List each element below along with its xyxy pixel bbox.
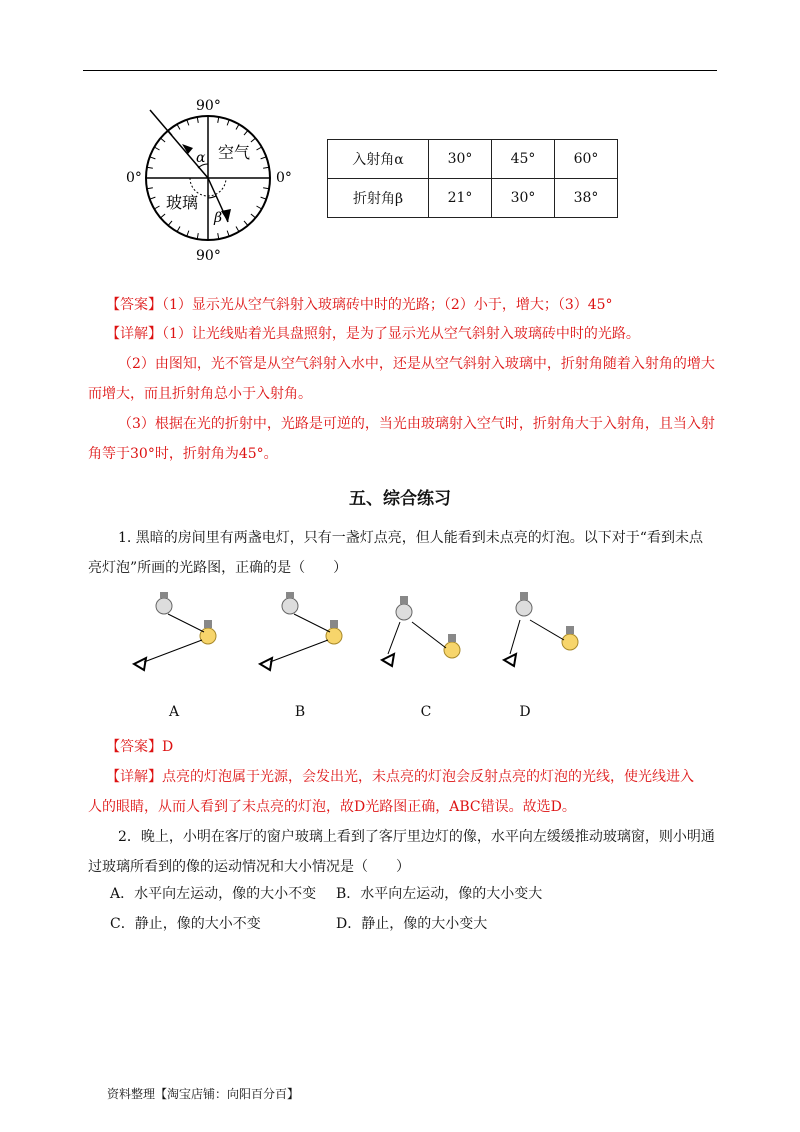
q2-option-a: A．水平向左运动，像的大小不变	[110, 886, 317, 902]
q1-answer	[106, 733, 716, 762]
answer-value: D	[162, 739, 174, 755]
disc-tick	[256, 206, 261, 209]
q1-line-1: 1. 黑暗的房间里有两盏电灯，只有一盏灯点亮，但人能看到未点亮的灯泡。以下对于“看到未点	[118, 530, 703, 546]
disc-tick	[197, 233, 198, 239]
answer-tag: 【答案】	[106, 297, 162, 313]
optical-disc-diagram	[120, 92, 310, 264]
disc-tick	[150, 157, 156, 159]
option-c-diagram	[382, 596, 460, 666]
detail-line-1	[106, 320, 716, 349]
left-angle-label: 0°	[126, 170, 142, 186]
q2-line-2: 过玻璃所看到的像的运动情况和大小情况是（ ）	[88, 859, 410, 875]
answer-tag: 【答案】	[106, 739, 162, 755]
detail-line-3a: （3）根据在光的折射中，光路是可逆的，当光由玻璃射入空气时，折射角大于入射角，且当入射	[118, 416, 715, 432]
glass-label: 玻璃	[166, 193, 199, 212]
disc-tick	[236, 124, 239, 129]
q1-detail-a	[106, 763, 716, 792]
q2-option-d: D．静止，像的大小变大	[336, 916, 488, 932]
disc-tick	[263, 167, 269, 168]
table-cell: 30°	[429, 140, 492, 179]
disc-tick	[218, 117, 219, 123]
table-cell: 60°	[555, 140, 618, 179]
disc-tick	[236, 226, 239, 231]
disc-tick	[177, 124, 180, 129]
top-angle-label: 90°	[196, 98, 221, 114]
bottom-angle-label: 90°	[196, 248, 221, 264]
option-d-diagram	[504, 592, 578, 666]
disc-tick	[187, 231, 189, 237]
disc-tick	[150, 197, 156, 199]
disc-tick	[177, 226, 180, 231]
option-d-label: D	[519, 704, 531, 720]
disc-tick	[197, 117, 198, 123]
disc-tick	[161, 138, 166, 142]
disc-tick	[251, 138, 256, 142]
alpha-label: α	[196, 150, 206, 166]
option-b-label: B	[294, 704, 306, 720]
disc-tick	[187, 120, 189, 126]
option-a-diagram	[134, 592, 216, 670]
detail-tag: 【详解】	[106, 769, 162, 785]
disc-tick	[218, 233, 219, 239]
table-header-cell: 折射角β	[328, 179, 429, 218]
air-label: 空气	[218, 143, 251, 162]
table-cell: 30°	[492, 179, 555, 218]
beta-label: β	[214, 210, 223, 226]
disc-tick	[147, 188, 153, 189]
angle-table	[327, 139, 618, 218]
disc-tick	[161, 214, 166, 218]
disc-tick	[227, 120, 229, 126]
disc-tick	[244, 221, 248, 226]
disc-tick	[227, 231, 229, 237]
table-cell: 21°	[429, 179, 492, 218]
q2-line-1: 2．晚上，小明在客厅的窗户玻璃上看到了客厅里边灯的像，水平向左缓缓推动玻璃窗，则小明通	[118, 829, 715, 845]
detail-text: 点亮的灯泡属于光源，会发出光，未点亮的灯泡会反射点亮的灯泡的光线，使光线进入	[162, 769, 694, 785]
q2-option-b: B．水平向左运动，像的大小变大	[336, 886, 543, 902]
disc-tick	[256, 147, 261, 150]
header-rule	[83, 70, 717, 71]
section-title: 五、综合练习	[349, 489, 451, 509]
table-cell: 38°	[555, 179, 618, 218]
detail-text: （1）让光线贴着光具盘照射，是为了显示光从空气斜射入玻璃砖中时的光路。	[162, 326, 640, 342]
option-a-label: A	[168, 704, 180, 720]
detail-line-2a: （2）由图知，光不管是从空气斜射入水中，还是从空气斜射入玻璃中，折射角随着入射角的增大	[118, 356, 715, 372]
table-row	[328, 140, 618, 179]
q2-option-c: C．静止，像的大小不变	[110, 916, 261, 932]
disc-tick	[154, 147, 159, 150]
detail-line-2b: 而增大，而且折射角总小于入射角。	[88, 386, 312, 402]
table-row	[328, 179, 618, 218]
answer-line	[106, 291, 716, 320]
option-b-diagram	[260, 592, 342, 670]
option-c-label: C	[420, 704, 432, 720]
footer-text: 资料整理【淘宝店铺：向阳百分百】	[107, 1087, 300, 1101]
light-path-diagrams	[120, 592, 600, 692]
disc-tick	[147, 167, 153, 168]
disc-tick	[263, 188, 269, 189]
table-header-cell: 入射角α	[328, 140, 429, 179]
disc-tick	[261, 157, 267, 159]
q1-line-2: 亮灯泡”所画的光路图，正确的是（ ）	[88, 560, 348, 576]
detail-tag: 【详解】	[106, 326, 162, 342]
disc-tick	[168, 221, 172, 226]
disc-tick	[244, 131, 248, 136]
disc-tick	[251, 214, 256, 218]
disc-tick	[261, 197, 267, 199]
disc-tick	[154, 206, 159, 209]
table-cell: 45°	[492, 140, 555, 179]
detail-line-3b: 角等于30°时，折射角为45°。	[88, 446, 278, 462]
q1-detail-b: 人的眼睛，从而人看到了未点亮的灯泡，故D光路图正确，ABC错误。故选D。	[88, 799, 576, 815]
answer-text: （1）显示光从空气斜射入玻璃砖中时的光路；（2）小于，增大；（3）45°	[162, 297, 613, 313]
right-angle-label: 0°	[276, 170, 292, 186]
